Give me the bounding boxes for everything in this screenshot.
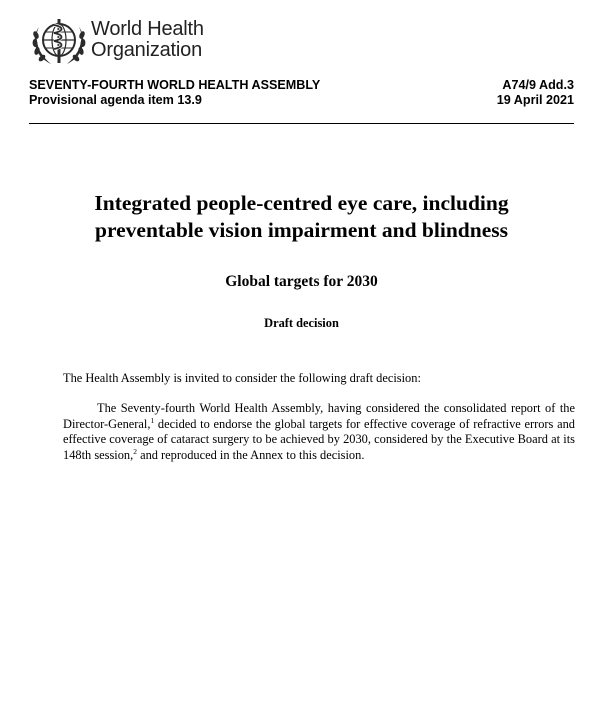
paragraph-part-2: decided to endorse the global targets for effective coverage of refractive errors and effective coverage of cataract surgery to be achieved by 2030, considered by the Executive Board at its 148th session, xyxy=(63,416,575,462)
logo-text xyxy=(91,19,204,61)
paragraph-part-1: The Seventy-fourth World Health Assembly, having considered the consolidated report of the Director-General, xyxy=(63,401,575,431)
assembly-name: SEVENTY-FOURTH WORLD HEALTH ASSEMBLY xyxy=(29,78,321,92)
document-title xyxy=(29,190,574,244)
footnote-ref-2: 2 xyxy=(133,446,137,456)
header-divider xyxy=(29,123,574,124)
intro-text: The Health Assembly is invited to consider the following draft decision: xyxy=(63,371,421,385)
decision-paragraph xyxy=(63,401,575,463)
agenda-item: Provisional agenda item 13.9 xyxy=(29,93,202,107)
logo-line-2: Organization xyxy=(91,39,202,61)
document-subtitle: Global targets for 2030 xyxy=(225,273,378,290)
document-type: Draft decision xyxy=(264,316,339,330)
who-logo xyxy=(29,13,209,67)
document-number: A74/9 Add.3 xyxy=(502,78,574,92)
who-emblem-icon xyxy=(29,13,89,67)
document-date: 19 April 2021 xyxy=(496,93,574,107)
footnote-ref-1: 1 xyxy=(150,415,155,425)
paragraph-part-3: and reproduced in the Annex to this decision. xyxy=(136,447,365,462)
logo-line-1: World Health xyxy=(91,18,204,40)
title-line-1: Integrated people-centred eye care, including xyxy=(94,191,509,215)
header-right xyxy=(497,78,574,108)
title-line-2: preventable vision impairment and blindness xyxy=(95,218,508,242)
header-left xyxy=(29,78,320,108)
